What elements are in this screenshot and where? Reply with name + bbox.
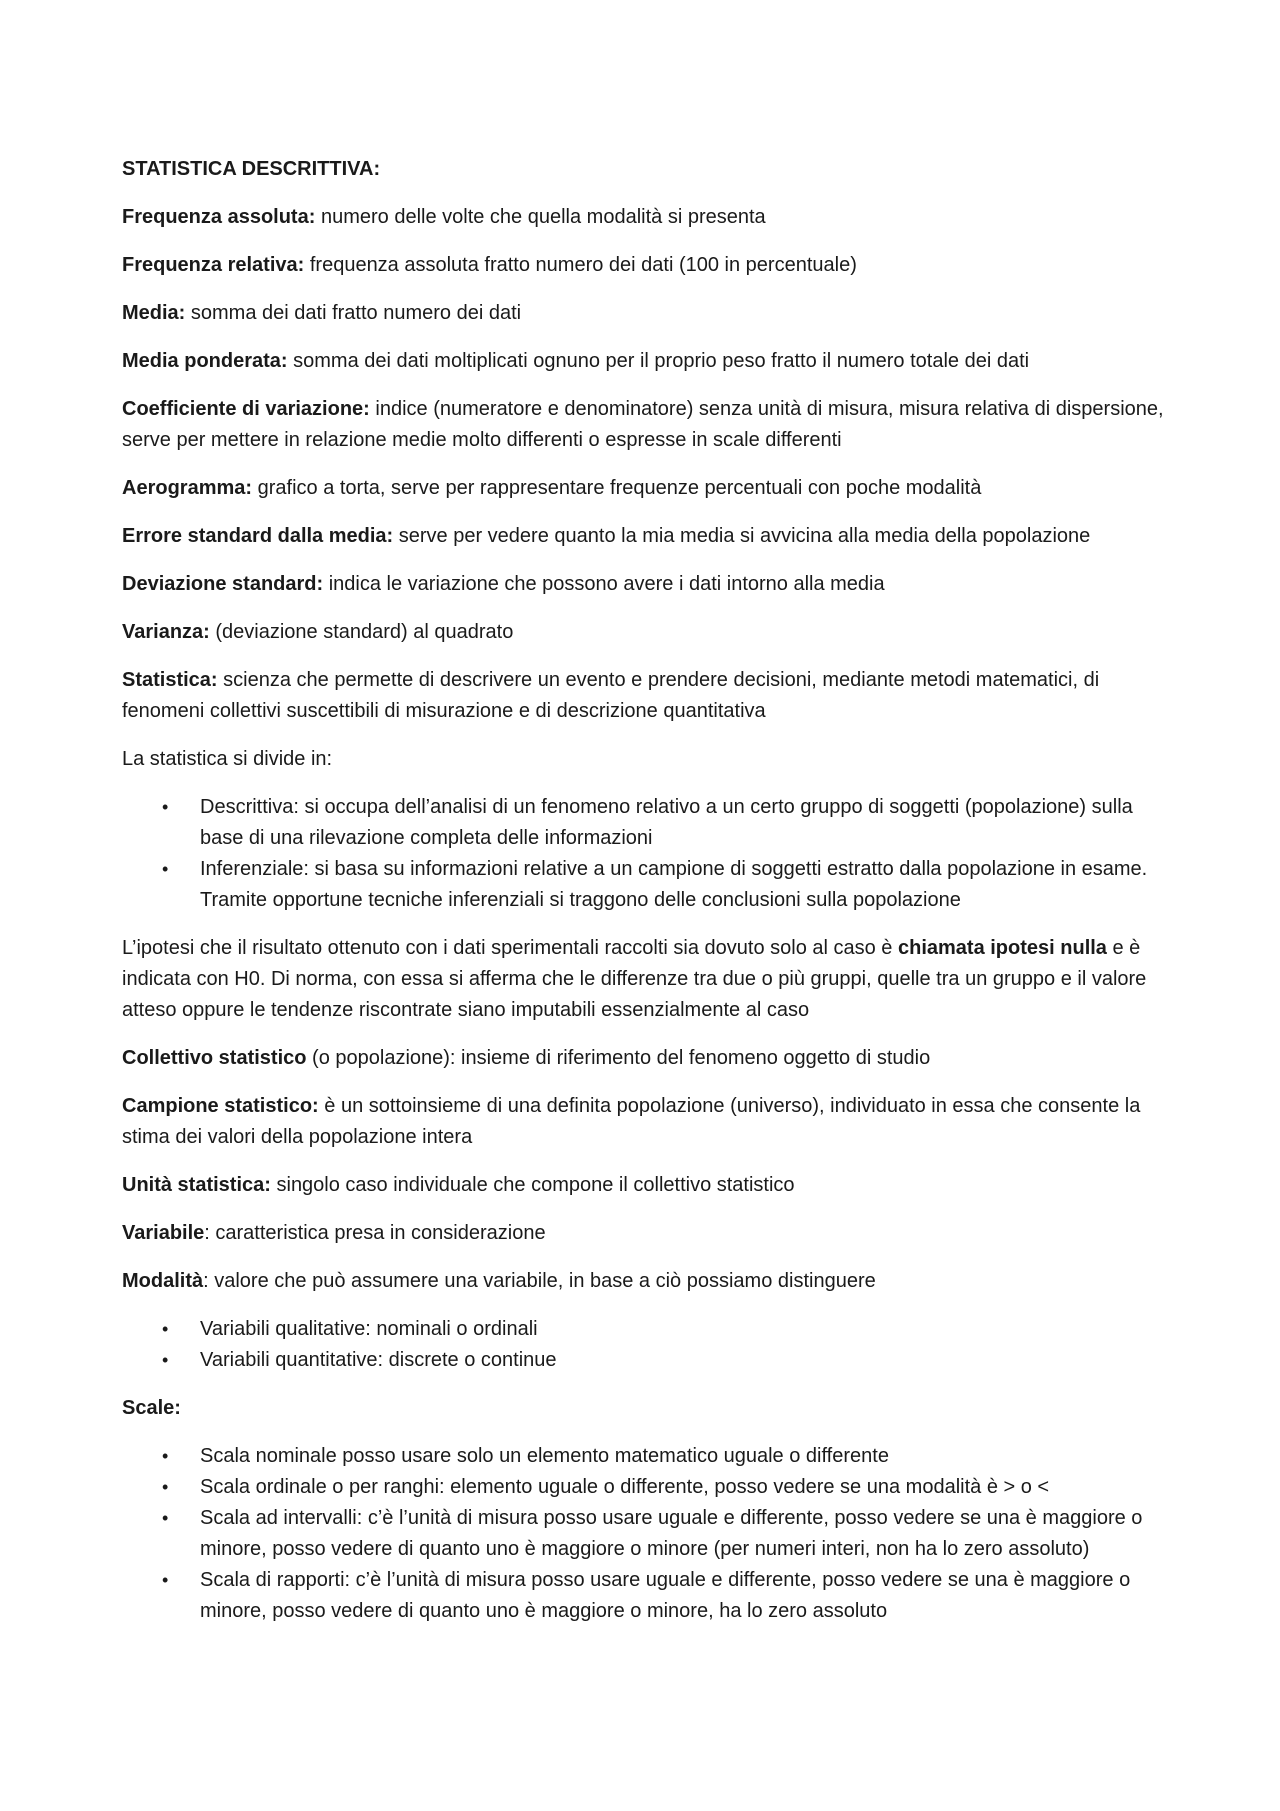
list-item-text: Scala di rapporti: c’è l’unità di misura posso usare uguale e differente, posso vedere se una è maggiore o minore, posso vedere di quanto uno è maggiore o minore, ha lo zero assoluto [200, 1569, 1131, 1622]
definition-term: Varianza: [122, 621, 210, 643]
definition-text: singolo caso individuale che compone il collettivo statistico [270, 1174, 795, 1196]
definition-text: numero delle volte che quella modalità si presenta [315, 206, 766, 228]
definition-term: Unità statistica: [122, 1174, 271, 1196]
definition-term: Modalità [122, 1270, 204, 1292]
definition-term: Media ponderata: [122, 350, 288, 372]
definition-text: (o popolazione): insieme di riferimento del fenomeno oggetto di studio [306, 1047, 931, 1069]
scale-heading: Scale: [122, 1397, 181, 1419]
definition-term: Campione statistico: [122, 1095, 319, 1117]
scale-list [122, 1441, 1168, 1627]
bullet-icon: • [162, 1350, 169, 1370]
definition-term: Errore standard dalla media: [122, 525, 394, 547]
definition-text: è un sottoinsieme di una definita popolazione (universo), individuato in essa che consente la stima dei valori della popolazione intera [122, 1095, 1141, 1148]
definition-text: frequenza assoluta fratto numero dei dati (100 in percentuale) [304, 254, 857, 276]
definition-media [122, 298, 1168, 329]
definition-collettivo-statistico [122, 1043, 1168, 1074]
list-item [122, 1472, 1168, 1503]
definition-text: grafico a torta, serve per rappresentare frequenze percentuali con poche modalità [252, 477, 982, 499]
definition-text: indice (numeratore e denominatore) senza unità di misura, misura relativa di dispersione, serve per mettere in relazione medie molto differenti o espresse in scale differenti [122, 398, 1164, 451]
definition-coefficiente-variazione [122, 394, 1168, 456]
definition-variabile [122, 1218, 1168, 1249]
definition-term: Statistica: [122, 669, 218, 691]
definition-frequenza-assoluta [122, 202, 1168, 233]
definition-text: : valore che può assumere una variabile, in base a ciò possiamo distinguere [203, 1270, 876, 1292]
definition-frequenza-relativa [122, 250, 1168, 281]
list-item-text: Inferenziale: si basa su informazioni relative a un campione di soggetti estratto dalla popolazione in esame. Tramite opportune tecniche inferenziali si traggono delle conclusioni sulla popolazione [200, 858, 1148, 911]
list-item-text: Scala ordinale o per ranghi: elemento uguale o differente, posso vedere se una modalità è > o < [200, 1476, 1050, 1498]
bullet-icon: • [162, 1319, 169, 1339]
list-item [122, 1503, 1168, 1565]
definition-aerogramma [122, 473, 1168, 504]
list-item [122, 1345, 1168, 1376]
definition-statistica [122, 665, 1168, 727]
list-item-text: Variabili qualitative: nominali o ordinali [200, 1318, 538, 1340]
list-item [122, 792, 1168, 854]
document-title: STATISTICA DESCRITTIVA: [122, 158, 381, 180]
definition-text: scienza che permette di descrivere un evento e prendere decisioni, mediante metodi matematici, di fenomeni collettivi suscettibili di misurazione e di descrizione quantitativa [122, 669, 1100, 722]
list-item [122, 1441, 1168, 1472]
definition-media-ponderata [122, 346, 1168, 377]
definition-term: Media: [122, 302, 186, 324]
ipotesi-bold: chiamata ipotesi nulla [897, 937, 1107, 959]
ipotesi-pre: L’ipotesi che il risultato ottenuto con i dati sperimentali raccolti sia dovuto solo al caso è [122, 937, 898, 959]
ipotesi-post: e è indicata con H0. Di norma, con essa si afferma che le differenze tra due o più gruppi, quelle tra un gruppo e il valore atteso oppure le tendenze riscontrate siano imputabili essenzialmente al caso [122, 937, 1147, 1021]
definition-text: : caratteristica presa in considerazione [204, 1222, 546, 1244]
definition-deviazione-standard [122, 569, 1168, 600]
list-item-text: Scala nominale posso usare solo un elemento matematico uguale o differente [200, 1445, 889, 1467]
divide-intro: La statistica si divide in: [122, 748, 333, 770]
variabili-list [122, 1314, 1168, 1376]
definition-term: Variabile [122, 1222, 205, 1244]
list-item [122, 854, 1168, 916]
bullet-icon: • [162, 1570, 169, 1590]
bullet-icon: • [162, 859, 169, 879]
definition-varianza [122, 617, 1168, 648]
definition-modalita [122, 1266, 1168, 1297]
definition-term: Collettivo statistico [122, 1047, 307, 1069]
divide-list [122, 792, 1168, 916]
definition-term: Aerogramma: [122, 477, 253, 499]
definition-campione-statistico [122, 1091, 1168, 1153]
ipotesi-nulla-paragraph [122, 933, 1168, 1026]
list-item [122, 1314, 1168, 1345]
definition-text: indica le variazione che possono avere i dati intorno alla media [323, 573, 885, 595]
definition-text: (deviazione standard) al quadrato [209, 621, 514, 643]
bullet-icon: • [162, 797, 169, 817]
document-page [122, 154, 1168, 1644]
bullet-icon: • [162, 1477, 169, 1497]
list-item-text: Variabili quantitative: discrete o continue [200, 1349, 557, 1371]
definition-text: somma dei dati fratto numero dei dati [185, 302, 522, 324]
definition-text: serve per vedere quanto la mia media si avvicina alla media della popolazione [393, 525, 1091, 547]
definition-term: Deviazione standard: [122, 573, 324, 595]
bullet-icon: • [162, 1508, 169, 1528]
definition-text: somma dei dati moltiplicati ognuno per il proprio peso fratto il numero totale dei dati [287, 350, 1030, 372]
definition-unita-statistica [122, 1170, 1168, 1201]
definition-term: Frequenza assoluta: [122, 206, 316, 228]
list-item-text: Scala ad intervalli: c’è l’unità di misura posso usare uguale e differente, posso vedere se una è maggiore o minore, posso vedere di quanto uno è maggiore o minore (per numeri interi, non ha lo zero assoluto) [200, 1507, 1143, 1560]
list-item-text: Descrittiva: si occupa dell’analisi di un fenomeno relativo a un certo gruppo di soggetti (popolazione) sulla base di una rilevazione completa delle informazioni [200, 796, 1133, 849]
bullet-icon: • [162, 1446, 169, 1466]
list-item [122, 1565, 1168, 1627]
definition-term: Frequenza relativa: [122, 254, 305, 276]
definition-errore-standard [122, 521, 1168, 552]
definition-term: Coefficiente di variazione: [122, 398, 370, 420]
